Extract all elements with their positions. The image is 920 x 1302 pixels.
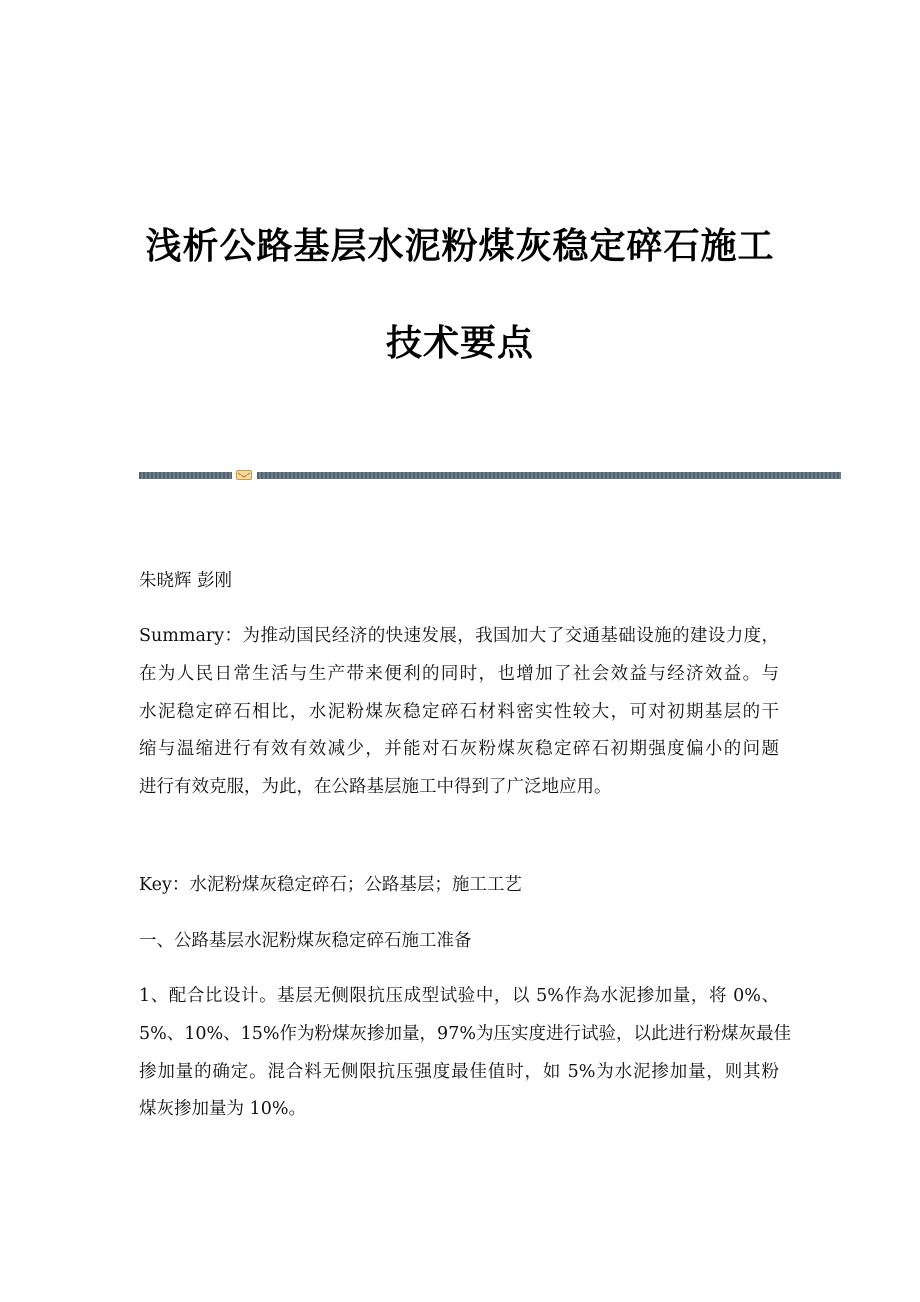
document-title-line-1: 浅析公路基层水泥粉煤灰稳定碎石施工 [145,226,775,267]
title-divider [139,469,841,481]
summary-line: 在为人民日常生活与生产带来便利的同时，也增加了社会效益与经济效益。与 [139,663,779,684]
section-heading: 一、公路基层水泥粉煤灰稳定碎石施工准备 [139,931,472,951]
paragraph-line: 1、配合比设计。基层无侧限抗压成型试验中，以 5%作為水泥掺加量，将 0%、 [139,986,779,1006]
paragraph-mix-design [139,978,791,1129]
document-title-line-2: 技术要点 [385,323,534,364]
paragraph-line: 掺加量的确定。混合料无侧限抗压强度最佳值时，如 5%为水泥掺加量，则其粉 [139,1061,779,1082]
authors: 朱晓辉 彭刚 [139,571,233,591]
paragraph-line: 5%、10%、15%作为粉煤灰掺加量，97%为压实度进行试验，以此进行粉煤灰最佳 [139,1023,791,1044]
keywords: Key：水泥粉煤灰稳定碎石；公路基层；施工工艺 [139,875,522,895]
paragraph-line: 煤灰掺加量为 10%。 [139,1099,306,1120]
summary-line: 缩与温缩进行有效有效减少，并能对石灰粉煤灰稳定碎石初期强度偏小的问题 [139,739,779,760]
summary-line: Summary：为推动国民经济的快速发展，我国加大了交通基础设施的建设力度， [139,626,779,646]
divider-bar-left [139,472,232,479]
summary-line: 进行有效克服，为此，在公路基层施工中得到了广泛地应用。 [139,777,612,798]
summary-paragraph [139,618,779,807]
divider-bar-right [257,472,841,479]
divider-ornament-icon [236,469,252,481]
summary-line: 水泥稳定碎石相比，水泥粉煤灰稳定碎石材料密实性较大，可对初期基层的干 [139,701,779,722]
